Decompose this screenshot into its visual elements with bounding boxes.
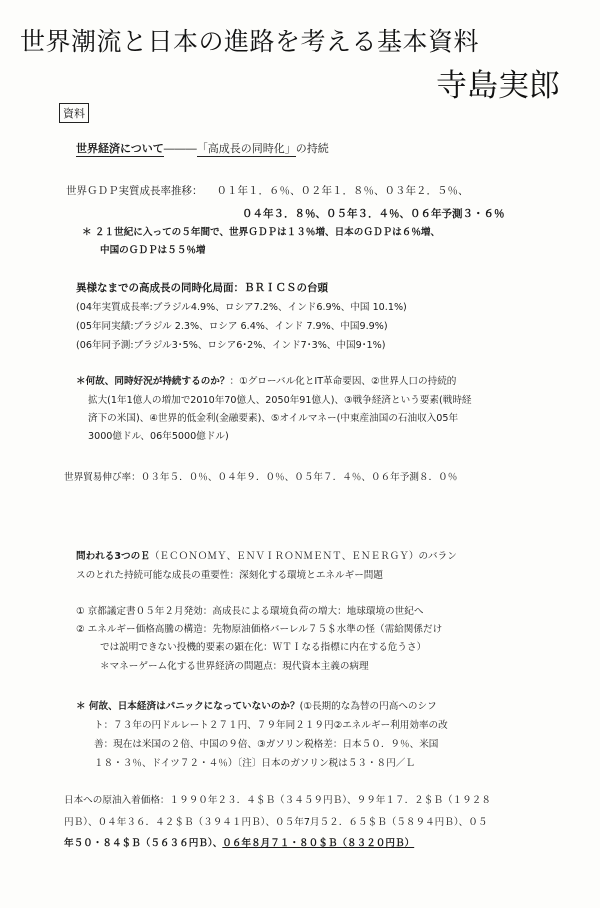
gdp-line-1 xyxy=(66,183,469,198)
point-2-note: ＊マネーゲーム化する世界経済の問題点：現代資本主義の病理 xyxy=(100,661,369,672)
trade-growth: 世界貿易伸び率：０３年５．０％、０４年９．０％、０５年７．４％、０６年予測８．０％ xyxy=(64,472,458,483)
oil-line-2: 円Ｂ）、０４年３６．４２＄Ｂ（３９４１円Ｂ）、０５年7月５２．６５＄Ｂ（５８９４円Ｂ）、０５ xyxy=(64,817,488,828)
why-answer: ：①グローバル化とIT革命要因、②世界人口の持続的 xyxy=(229,376,457,387)
oil-line-1: 日本への原油入着価格：１９９０年２３．４＄Ｂ（３４５９円Ｂ）、９９年１７．２＄Ｂ（１９２８ xyxy=(64,795,491,806)
document-title: 世界潮流と日本の進路を考える基本資料 xyxy=(20,27,480,56)
section-dash: ――― xyxy=(163,142,197,155)
gdp-label: 世界ＧＤＰ実質成長率推移： xyxy=(66,185,203,197)
gdp-values: ０１年１．６％、０２年１．８％、０３年２．５％、 xyxy=(216,185,469,197)
why-line-4: 3000億ドル、06年5000億ドル) xyxy=(88,431,229,442)
section-quote: 「高成長の同時化」 xyxy=(196,142,296,155)
brics-heading: 異様なまでの高成長の同時化局面：ＢＲＩＣＳの台頭 xyxy=(76,282,328,294)
why-question: ＊何故、同時好況が持続するのか？ xyxy=(76,376,230,387)
japan-line-2: ト：７３年の円ドルレート２７１円、７９年同２１９円②エネルギー利用効率の改 xyxy=(94,720,448,731)
brics-line-3: (06年同予測:ブラジル3･5%、ロシア6･2%、インド7･3%、中国9･1%) xyxy=(76,340,386,351)
japan-line-4: １８・３％、ドイツ７２・４％）〔注〕日本のガソリン税は５３・８円／Ｌ xyxy=(94,758,415,769)
brics-line-1: (04年実質成長率:ブラジル4.9%、ロシア7.2%、インド6.9%、中国 10.1%) xyxy=(76,302,407,313)
gdp-note-1: ＊ ２１世紀に入っての５年間で、世界ＧＤＰは１３％増、日本のＧＤＰは６％増、 xyxy=(82,227,441,238)
author-name: 寺島実郎 xyxy=(436,68,560,104)
section-lead: 世界経済について xyxy=(76,142,164,155)
point-2-line-1: ② エネルギー価格高騰の構造：先物原油価格バーレル７５＄水準の怪（需給関係だけ xyxy=(76,624,443,635)
why-line-2: 拡大(1年1億人の増加で2010年70億人、2050年91億人)、③戦争経済という要素(戦時経 xyxy=(88,395,472,406)
section-heading xyxy=(76,140,329,156)
document-tag: 資料 xyxy=(59,103,89,123)
japan-answer: (①長期的な為替の円高へのシフ xyxy=(299,701,437,712)
gdp-note-2: 中国のＧＤＰは５５％増 xyxy=(100,245,206,256)
oil-2005: 年５０・８４＄Ｂ（５６３６円Ｂ）、 xyxy=(64,838,223,849)
oil-line-3 xyxy=(64,835,414,849)
oil-2006-aug: ０６年８月７１・８０＄Ｂ（８３２０円Ｂ） xyxy=(222,838,415,849)
brics-line-2: (05年同実績:ブラジル 2.3%、ロシア 6.4%、インド 7.9%、中国9.9%) xyxy=(76,321,388,332)
three-e-line-2: スのとれた持続可能な成長の重要性：深刻化する環境とエネルギー問題 xyxy=(76,570,383,581)
japan-line-3: 善：現在は米国の２倍、中国の９倍、③ガソリン税格差：日本５０．９％、米国 xyxy=(94,739,439,750)
why-line-3: 済下の米国)、④世界的低金利(金融要素)、⑤オイルマネー(中東産油国の石油収入05年 xyxy=(88,413,459,424)
japan-line-1 xyxy=(76,698,437,712)
point-2-line-2: では説明できない投機的要素の顕在化：ＷＴＩなる指標に内在する危うさ） xyxy=(100,642,427,653)
why-line-1 xyxy=(76,373,456,387)
japan-question: ＊ 何故、日本経済はパニックになっていないのか？ xyxy=(76,701,300,712)
three-e-terms: （ＥＣＯＮＯＭＹ、ＥＮＶＩＲＯＮＭＥＮＴ、ＥＮＥＲＧＹ）のバラン xyxy=(149,551,457,562)
gdp-line-2: ０４年３．８％、０５年３．４％、０６年予測３・６％ xyxy=(242,208,505,220)
section-tail: の持続 xyxy=(295,142,329,155)
three-e-heading: 問われる3つのＥ xyxy=(76,551,150,562)
point-1: ① 京都議定書０５年２月発効：高成長による環境負荷の増大：地球環境の世紀へ xyxy=(76,606,424,617)
three-e-line-1 xyxy=(76,548,457,562)
